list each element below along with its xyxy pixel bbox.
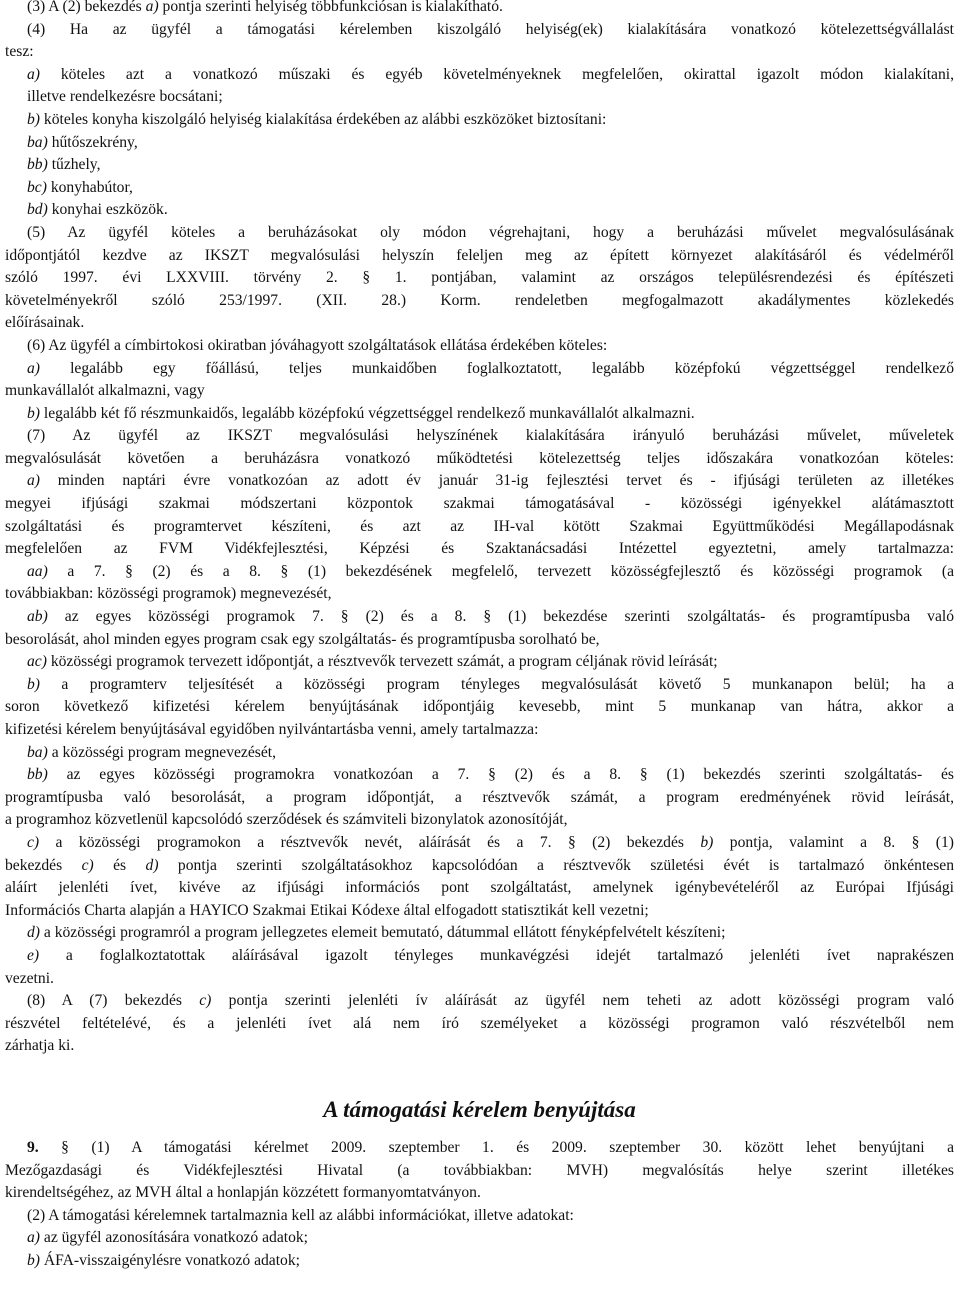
text-run: a) xyxy=(27,472,40,490)
text-line xyxy=(5,358,954,381)
text-line xyxy=(5,742,954,765)
text-run: a közösségi programról a program jellegzetes elemeit bemutató, dátummal ellátott fényképfelvételt készíteni; xyxy=(40,924,726,942)
text-run: szolgáltatási és programtervet készíteni, és azt az IH-val kötött Szakmai Együttműködési Megállapodásnak xyxy=(5,517,954,535)
text-run: részvétel feltételévé, és a jelenléti ívet alá nem író személyeket a közösségi programon való részvételből nem xyxy=(5,1014,954,1032)
text-run: és xyxy=(93,856,146,874)
text-run: időpontjától kezdve az IKSZT megvalósulási helyszín feleljen meg az épített környezet alakításáról és védelméről xyxy=(5,246,954,264)
text-run: ac) xyxy=(27,653,47,671)
text-line xyxy=(5,1205,954,1228)
text-run: Mezőgazdasági és Vidékfejlesztési Hivatal (a továbbiakban: MVH) megvalósítás helye szerint illetékes xyxy=(5,1161,954,1179)
text-run: d) xyxy=(27,924,40,942)
text-run: vezetni. xyxy=(5,969,54,987)
text-run: ab) xyxy=(27,608,48,626)
text-run: a közösségi programokon a résztvevők nevét, aláírását és a 7. § (2) bekezdés xyxy=(39,833,701,851)
text-line xyxy=(5,267,954,290)
text-run: követelményekről szóló 253/1997. (XII. 28.) Korm. rendeletben megfogalmazott akadálymentes közlekedés xyxy=(5,291,954,309)
text-run: megfelelően az FVM Vidékfejlesztési, Képzési és Szaktanácsadási Intézettel egyeztetni, amely tartalmazza: xyxy=(5,540,954,558)
text-line xyxy=(5,493,954,516)
text-run: konyhabútor, xyxy=(46,178,133,196)
text-run: a 7. § (2) és a 8. § (1) bekezdésének megfelelő, tervezett közösségfejlesztő és közösségi programok (a xyxy=(47,562,954,580)
text-line xyxy=(5,222,954,245)
text-line xyxy=(5,403,954,426)
text-run: c) xyxy=(81,856,94,874)
text-run: pontja, valamint a 8. § (1) xyxy=(713,833,954,851)
text-run: soron következő kifizetési kérelem benyújtásának időpontjáig kevesebb, mint 5 munkanap van hátra, akkor a xyxy=(5,698,954,716)
text-run: (7) Az ügyfél az IKSZT megvalósulási helyszínének kialakítására irányuló beruházási művelet, műveletek xyxy=(27,427,954,445)
text-line xyxy=(5,1250,954,1273)
text-line xyxy=(5,448,954,471)
text-run: pontja szerinti jelenléti ív aláírását az ügyfél nem teheti az adott közösségi program való xyxy=(211,992,954,1010)
text-run: (6) Az ügyfél a címbirtokosi okiratban jóváhagyott szolgáltatások ellátása érdekében köteles: xyxy=(27,336,608,354)
text-run: az egyes közösségi programok 7. § (2) és a 8. § (1) bekezdése szerinti szolgáltatás- és programtípusba való xyxy=(47,608,954,626)
text-run: (5) Az ügyfél köteles a beruházásokat oly módon végrehajtani, hogy a beruházási művelet megvalósulásának xyxy=(27,223,954,241)
text-run: c) xyxy=(27,833,40,851)
text-run: munkavállalót alkalmazni, vagy xyxy=(5,382,205,400)
text-run: köteles konyha kiszolgáló helyiség kialakítása érdekében az alábbi eszközöket biztosítani: xyxy=(40,110,607,128)
text-line xyxy=(5,968,954,991)
text-run: közösségi programok tervezett időpontját, a résztvevők tervezett számát, a program céljának rövid leírását; xyxy=(46,653,718,671)
text-run: c) xyxy=(199,992,212,1010)
text-line xyxy=(5,41,954,64)
text-line xyxy=(5,312,954,335)
text-run: b) xyxy=(27,675,40,693)
text-run: az ügyfél azonosítására vonatkozó adatok; xyxy=(40,1229,309,1247)
text-line xyxy=(5,1137,954,1160)
text-run: b) xyxy=(27,404,40,422)
text-line xyxy=(5,561,954,584)
text-run: (4) Ha az ügyfél a támogatási kérelemben kiszolgáló helyiség(ek) kialakítására vonatkozó kötelezettségvállalást xyxy=(27,20,954,38)
text-line xyxy=(5,606,954,629)
text-run: bb) xyxy=(27,766,48,784)
text-run: pontja szerinti szolgáltatásokhoz kapcsolódóan a résztvevők születési évét is tartalmazó önkéntesen xyxy=(158,856,955,874)
text-line xyxy=(5,0,954,19)
text-run: Információs Charta alapján a HAYICO Szakmai Etikai Kódexe által elfogadott statisztikát kell vezetni; xyxy=(5,901,649,919)
text-run: minden naptári évre vonatkozóan az adott év január 31-ig fejlesztési tervet és - ifjúsági területen az illetékes xyxy=(40,472,954,490)
document-page xyxy=(5,0,954,1272)
text-line xyxy=(5,470,954,493)
text-line xyxy=(5,380,954,403)
text-run: megvalósulását követően a beruházásra vonatkozó működtetési kötelezettség teljes időszakára vonatkozóan köteles: xyxy=(5,449,954,467)
text-line xyxy=(5,1182,954,1205)
text-run: (2) A támogatási kérelemnek tartalmaznia kell az alábbi információkat, illetve adatokat: xyxy=(27,1206,574,1224)
text-run: b) xyxy=(27,110,40,128)
text-line xyxy=(5,516,954,539)
text-run: kifizetési kérelem benyújtásával egyidőben nyilvántartásba venni, amely tartalmazza: xyxy=(5,721,539,738)
text-run: b) xyxy=(27,1251,40,1269)
text-run: bc) xyxy=(27,178,47,196)
text-run: programtípusba való besorolását, a program időpontját, a résztvevők számát, a program eredményének rövid leírását, xyxy=(5,788,954,806)
text-run: az egyes közösségi programokra vonatkozóan a 7. § (2) és a 8. § (1) bekezdés szerinti szolgáltatás- és xyxy=(47,766,954,784)
text-line xyxy=(5,855,954,878)
text-line xyxy=(5,674,954,697)
section-heading: A támogatási kérelem benyújtása xyxy=(323,1096,636,1122)
text-line xyxy=(5,945,954,968)
text-run: (8) A (7) bekezdés xyxy=(27,992,200,1010)
text-line xyxy=(5,86,954,109)
text-line xyxy=(5,154,954,177)
text-line xyxy=(5,922,954,945)
text-line xyxy=(5,990,954,1013)
text-line xyxy=(5,787,954,810)
text-run: pontja szerinti helyiség többfunkciósan is kialakítható. xyxy=(158,0,503,15)
text-line xyxy=(5,64,954,87)
text-run: a programhoz közvetlenül kapcsolódó szerződések és számviteli bizonylatok azonosítóját, xyxy=(5,811,568,829)
text-line xyxy=(5,696,954,719)
text-line xyxy=(5,109,954,132)
text-line xyxy=(5,809,954,832)
text-run: kirendeltségéhez, az MVH által a honlapján közzétett formanyomtatványon. xyxy=(5,1184,481,1202)
text-line xyxy=(5,245,954,268)
text-run: megyei ifjúsági szakmai módszertani központok szakmai támogatásával - közösségi igényekkel alátámasztott xyxy=(5,495,954,513)
text-line xyxy=(5,719,954,742)
text-run: e) xyxy=(27,946,40,964)
text-line xyxy=(5,1013,954,1036)
text-run: előírásainak. xyxy=(5,314,85,332)
text-run: besorolását, ahol minden egyes program csak egy szolgáltatás- és programtípusba sorolható be, xyxy=(5,630,600,648)
text-run: legalább két fő részmunkaidős, legalább középfokú végzettséggel rendelkező munkavállalót alkalmazni. xyxy=(40,404,695,422)
text-line xyxy=(5,177,954,200)
text-run: bd) xyxy=(27,201,48,219)
spacer xyxy=(5,1058,954,1081)
text-line xyxy=(5,1227,954,1250)
text-line xyxy=(5,629,954,652)
text-run: 9. xyxy=(27,1138,39,1156)
text-run: a foglalkoztatottak aláírásával igazolt tényleges munkavégzési idejét tartalmazó jelenléti ívet naprakészen xyxy=(39,946,954,964)
text-run: § (1) A támogatási kérelmet 2009. szeptember 1. és 2009. szeptember 30. között lehet benyújtani a xyxy=(38,1138,954,1156)
text-run: tűzhely, xyxy=(47,156,101,174)
text-run: legalább egy főállású, teljes munkaidőben foglalkoztatott, legalább középfokú végzettséggel rendelkező xyxy=(40,359,954,377)
text-line xyxy=(5,832,954,855)
text-run: zárhatja ki. xyxy=(5,1037,75,1055)
text-run: aláírt jelenléti ívet, kivéve az ifjúsági információs pont szolgáltatást, amelynek igénybevételéről az Európai Ifjúsági xyxy=(5,879,954,897)
text-line xyxy=(5,583,954,606)
text-run: a közösségi program megnevezését, xyxy=(47,743,276,761)
text-line xyxy=(5,1035,954,1058)
text-run: a) xyxy=(27,359,40,377)
text-line xyxy=(5,764,954,787)
text-line xyxy=(5,1160,954,1183)
text-line xyxy=(5,425,954,448)
text-run: a) xyxy=(27,65,40,83)
text-run: a) xyxy=(27,1229,40,1247)
text-run: a) xyxy=(145,0,159,15)
text-run: illetve rendelkezésre bocsátani; xyxy=(27,88,223,106)
text-run: továbbiakban: közösségi programok) megnevezését, xyxy=(5,585,332,603)
text-line xyxy=(5,651,954,674)
text-line xyxy=(5,335,954,358)
text-run: köteles azt a vonatkozó műszaki és egyéb követelményeknek megfelelően, okirattal igazolt módon kialakítani, xyxy=(40,65,954,83)
text-line xyxy=(5,538,954,561)
text-line xyxy=(5,132,954,155)
text-run: ÁFA-visszaigénylésre vonatkozó adatok; xyxy=(40,1251,300,1269)
text-run: bb) xyxy=(27,156,48,174)
text-line xyxy=(5,199,954,222)
text-run: ba) xyxy=(27,743,48,761)
text-line xyxy=(5,19,954,42)
text-run: ba) xyxy=(27,133,48,151)
text-line xyxy=(5,900,954,923)
text-line xyxy=(5,877,954,900)
text-run: hűtőszekrény, xyxy=(47,133,138,151)
text-run: bekezdés xyxy=(5,856,82,874)
text-run: szóló 1997. évi LXXVIII. törvény 2. § 1. pontjában, valamint az országos településrendezési és építészeti xyxy=(5,269,954,287)
text-run: a programterv teljesítését a közösségi program tényleges megvalósulását követő 5 munkanapon belül; ha a xyxy=(40,675,954,693)
text-run: b) xyxy=(700,833,714,851)
text-run: aa) xyxy=(27,562,48,580)
text-run: konyhai eszközök. xyxy=(47,201,168,219)
text-run: d) xyxy=(145,856,159,874)
text-line xyxy=(5,290,954,313)
text-run: tesz: xyxy=(5,43,34,61)
text-run: (3) A (2) bekezdés xyxy=(27,0,146,15)
